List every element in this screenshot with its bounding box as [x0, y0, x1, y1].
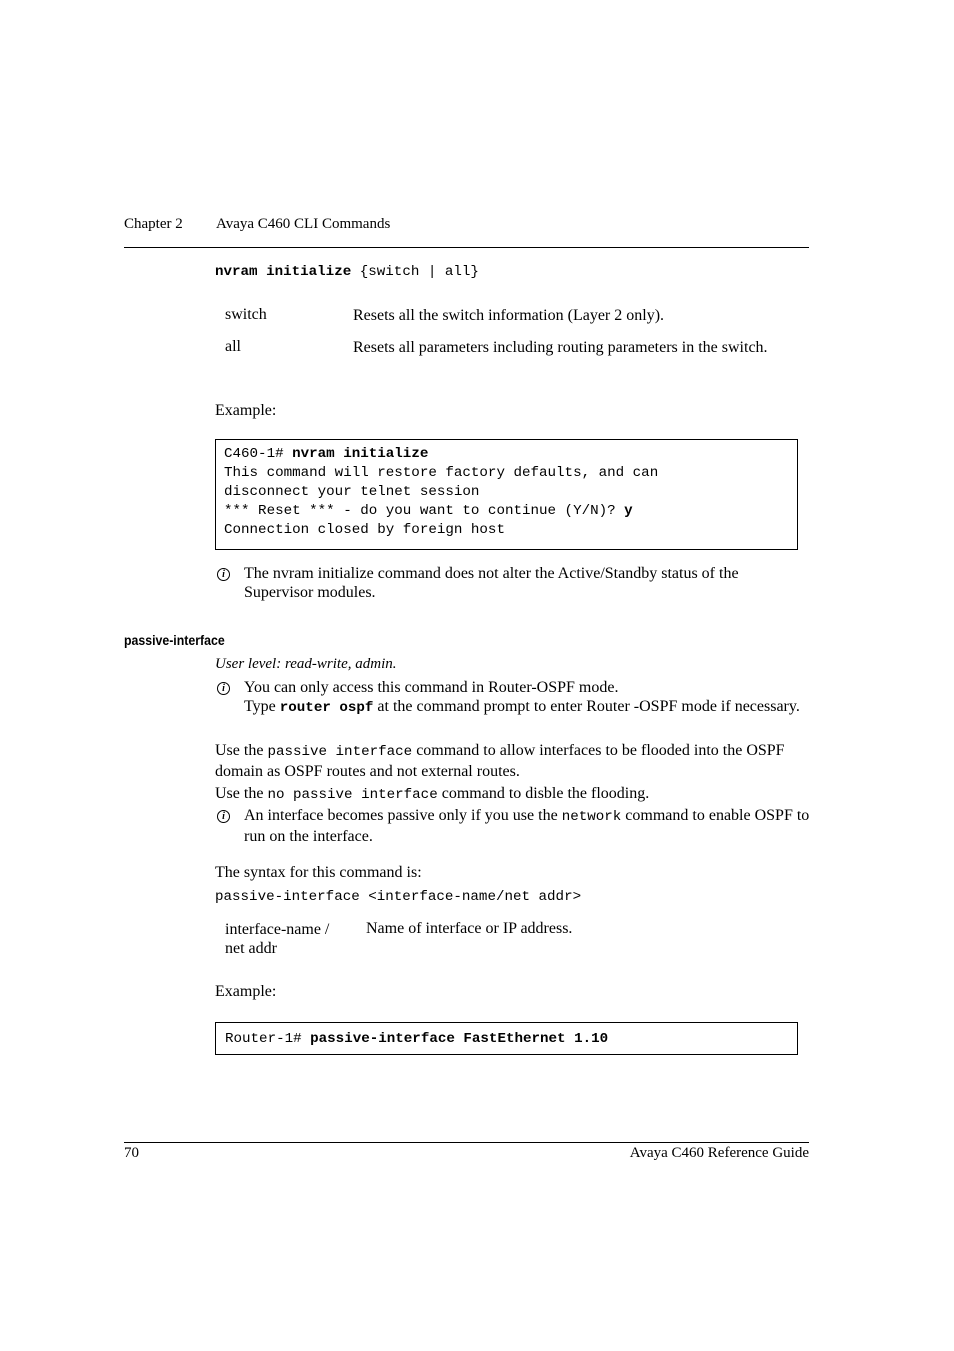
- nvram-note: The nvram initialize command does not alter the Active/Standby status of the Supervisor modules.: [244, 565, 739, 601]
- use-no-passive-paragraph: Use the no passive interface command to disble the flooding.: [215, 785, 650, 803]
- chapter-title: Avaya C460 CLI Commands: [216, 216, 391, 232]
- param-desc-switch: Resets all the switch information (Layer 2 only).: [353, 307, 665, 324]
- code-example-passive: [215, 1022, 798, 1055]
- footer-title: Avaya C460 Reference Guide: [629, 1145, 809, 1161]
- syntax-intro: The syntax for this command is:: [215, 864, 422, 881]
- footer-rule: [124, 1142, 809, 1143]
- example-label: Example:: [215, 983, 277, 1000]
- section-heading: passive-interface: [124, 632, 225, 648]
- passive-syntax: passive-interface <interface-name/net addr>: [215, 889, 582, 905]
- info-icon: i: [217, 568, 230, 581]
- page-number: 70: [124, 1145, 139, 1161]
- nvram-syntax: nvram initialize {switch | all}: [215, 264, 479, 280]
- router-ospf-note: You can only access this command in Router-OSPF mode. Type router ospf at the command prompt to enter Router -OSPF mode if necessary.: [244, 679, 800, 716]
- code-example-nvram: [215, 439, 798, 550]
- param-name-interface: interface-name / net addr: [225, 921, 330, 957]
- code-line: Connection closed by foreign host: [224, 522, 505, 538]
- chapter-label: Chapter 2: [124, 216, 183, 232]
- use-passive-paragraph: Use the passive interface command to allow interfaces to be flooded into the OSPF domain as OSPF routes and not external routes.: [215, 742, 785, 780]
- user-level: User level: read-write, admin.: [215, 656, 397, 672]
- code-line: This command will restore factory defaults, and can: [224, 465, 659, 481]
- code-line: C460-1# nvram initialize: [224, 446, 429, 462]
- param-desc-interface: Name of interface or IP address.: [366, 920, 573, 937]
- code-line: *** Reset *** - do you want to continue (Y/N)? y: [224, 503, 633, 519]
- example-label: Example:: [215, 402, 277, 419]
- param-name-switch: switch: [225, 306, 267, 323]
- info-icon: i: [217, 682, 230, 695]
- param-desc-all: Resets all parameters including routing parameters in the switch.: [353, 339, 768, 356]
- code-line: Router-1# passive-interface FastEthernet 1.10: [225, 1031, 609, 1047]
- info-icon: i: [217, 810, 230, 823]
- network-note: An interface becomes passive only if you use the network command to enable OSPF to run on the interface.: [244, 807, 810, 845]
- header-rule: [124, 247, 809, 248]
- param-name-all: all: [225, 338, 241, 355]
- code-line: disconnect your telnet session: [224, 484, 480, 500]
